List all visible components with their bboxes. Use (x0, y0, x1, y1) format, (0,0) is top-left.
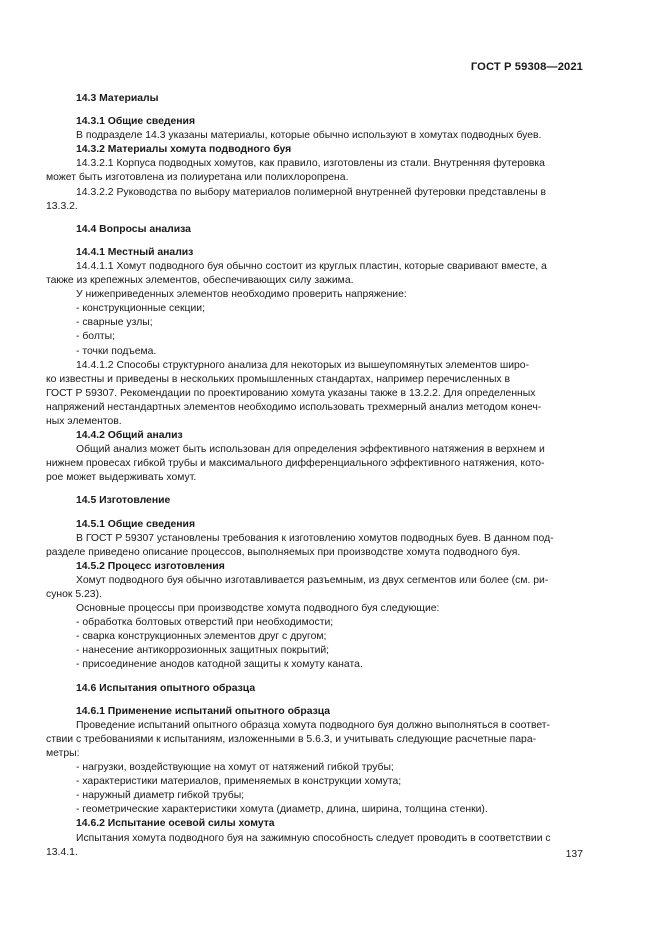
list-item: - сварные узлы; (76, 317, 153, 329)
text-line: нижнем провесах гибкой трубы и максимального дифференциального эффективного натяжения, кото- (46, 458, 545, 470)
text-line: сунок 5.23). (46, 589, 102, 600)
paragraph-14-3-2-1 (46, 157, 584, 185)
list-item: - геометрические характеристики хомута (диаметр, длина, ширина, толщина стенки). (76, 804, 488, 816)
subsection-heading-14-3-1: 14.3.1 Общие сведения (76, 116, 196, 128)
document-header: ГОСТ Р 59308—2021 (470, 61, 583, 73)
list-item: - обработка болтовых отверстий при необходимости; (76, 617, 334, 629)
paragraph-14-3-2-2 (46, 186, 584, 214)
text-line: В ГОСТ Р 59307 установлены требования к изготовлению хомутов подводных буев. В данном под- (76, 532, 554, 544)
list-item: - характеристики материалов, применяемых в конструкции хомута; (76, 776, 402, 788)
text-line: 13.4.1. (46, 846, 78, 858)
text-line: может быть изготовлена из полиуретана или полихлоропрена. (46, 172, 349, 184)
subsection-heading-14-4-1: 14.4.1 Местный анализ (76, 246, 194, 258)
text-line: разделе приведено описание процессов, выполняемых при производстве хомута подводного буя. (46, 546, 521, 558)
section-heading-14-4: 14.4 Вопросы анализа (76, 223, 191, 235)
list-item: - конструкционные секции; (76, 303, 205, 315)
list-item: - наружный диаметр гибкой трубы; (76, 790, 245, 802)
page-content (46, 92, 584, 860)
list-item: - присоединение анодов катодной защиты к хомуту каната. (76, 659, 363, 671)
paragraph-14-4-1-1 (46, 260, 584, 288)
paragraph-14-3-1 (76, 129, 584, 143)
text-line: 14.3.2.1 Корпуса подводных хомутов, как правило, изготовлены из стали. Внутренняя футеровка (76, 158, 545, 170)
paragraph-14-5-2 (46, 574, 584, 602)
list-manufacturing-processes (76, 616, 584, 672)
list-item: - точки подъема. (76, 345, 157, 357)
paragraph-14-5-1 (46, 532, 584, 560)
subsection-heading-14-6-1: 14.6.1 Применение испытаний опытного образца (76, 705, 331, 717)
paragraph-14-4-1-2 (46, 359, 584, 429)
text-line: 13.3.2. (46, 200, 78, 212)
text-line: В подразделе 14.3 указаны материалы, которые обычно используют в хомутах подводных буев. (76, 130, 542, 142)
text-line: 14.4.1.1 Хомут подводного буя обычно состоит из круглых пластин, которые сваривают вместе, а (76, 260, 547, 272)
text-line: Общий анализ может быть использован для определения эффективного натяжения в верхнем и (76, 444, 545, 456)
text-line: также из крепежных элементов, обеспечивающих силу зажима. (46, 275, 354, 287)
list-stress-elements (76, 302, 584, 358)
text-line: напряжений нестандартных элементов необходимо использовать трехмерный анализ методом конеч- (46, 401, 542, 413)
subsection-heading-14-6-2: 14.6.2 Испытание осевой силы хомута (76, 818, 275, 830)
subsection-heading-14-4-2: 14.4.2 Общий анализ (76, 430, 183, 442)
text-line: Испытания хомута подводного буя на зажимную способность следует проводить в соответствии с (76, 832, 551, 844)
section-heading-14-5: 14.5 Изготовление (76, 495, 171, 507)
section-heading-14-6: 14.6 Испытания опытного образца (76, 682, 256, 694)
text-line: рое может выдерживать хомут. (46, 472, 197, 484)
text-line: Хомут подводного буя обычно изготавливается разъемным, из двух сегментов или более (см. ри- (76, 574, 549, 586)
list-item: - нанесение антикоррозионных защитных покрытий; (76, 645, 330, 657)
text-line: 14.4.1.2 Способы структурного анализа для некоторых из вышеупомянутых элементов широ- (76, 359, 530, 371)
text-line: ствии с требованиями к испытаниям, изложенными в 5.6.3, и учитывать следующие расчетные пара- (46, 733, 537, 745)
text-line: ных элементов. (46, 415, 122, 427)
list-intro: У нижеприведенных элементов необходимо проверить напряжение: (76, 289, 407, 301)
list-item: - сварка конструкционных элементов друг с другом; (76, 631, 327, 643)
text-line: 14.3.2.2 Руководства по выбору материалов полимерной внутренней футеровки представлены в (76, 186, 547, 198)
subsection-heading-14-5-1: 14.5.1 Общие сведения (76, 518, 196, 530)
subsection-heading-14-5-2: 14.5.2 Процесс изготовления (76, 560, 225, 572)
section-heading-14-3: 14.3 Материалы (76, 93, 159, 104)
list-design-parameters (76, 761, 584, 817)
paragraph-14-6-1 (46, 719, 584, 761)
list-item: - болты; (76, 331, 116, 343)
page-number: 137 (565, 849, 583, 860)
subsection-heading-14-3-2: 14.3.2 Материалы хомута подводного буя (76, 144, 292, 156)
list-intro: Основные процессы при производстве хомута подводного буя следующие: (76, 603, 440, 615)
paragraph-14-6-2 (46, 832, 584, 860)
text-line: Проведение испытаний опытного образца хомута подводного буя должно выполняться в соответ- (76, 719, 551, 731)
list-item: - нагрузки, воздействующие на хомут от натяжений гибкой трубы; (76, 762, 394, 774)
text-line: метры: (46, 747, 80, 759)
text-line: ко известны и приведены в нескольких промышленных стандартах, например перечисленных в (46, 373, 511, 385)
paragraph-14-4-2 (46, 443, 584, 485)
text-line: ГОСТ Р 59307. Рекомендации по проектированию хомута указаны также в 13.2.2. Для определенных (46, 387, 536, 399)
